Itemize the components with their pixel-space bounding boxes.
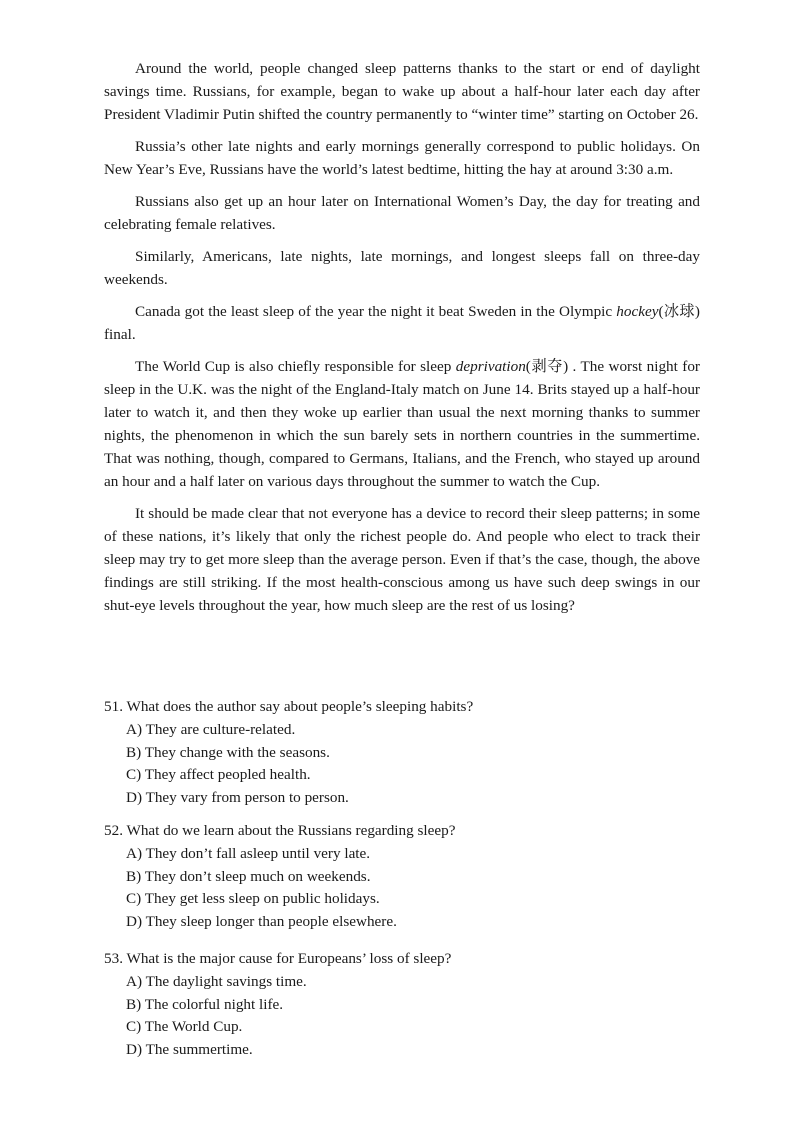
option-text: They are culture-related.: [145, 721, 296, 738]
option-letter: C): [126, 1018, 142, 1035]
option-letter: A): [126, 845, 143, 862]
question-stem: 52. What do we learn about the Russians regarding sleep?: [104, 822, 456, 839]
option-text: The World Cup.: [144, 1018, 243, 1035]
option-d[interactable]: [126, 911, 700, 934]
option-c[interactable]: [126, 888, 700, 911]
option-a[interactable]: [126, 971, 700, 994]
option-letter: B): [126, 995, 142, 1013]
option-a[interactable]: [126, 843, 700, 866]
option-letter: A): [126, 973, 143, 990]
option-list: [126, 843, 700, 933]
option-text: They don’t sleep much on weekends.: [144, 867, 371, 885]
option-list: [126, 971, 700, 1061]
option-text: They don’t fall asleep until very late.: [145, 845, 371, 862]
option-letter: D): [126, 788, 143, 806]
paragraph-3: Russians also get up an hour later on International Women’s Day, the day for treating and celebrating female relatives.: [104, 193, 700, 233]
paragraph-5-text: Canada got the least sleep of the year the night it beat Sweden in the Olympic: [135, 303, 617, 320]
question-stem: 53. What is the major cause for Europeans’ loss of sleep?: [104, 950, 452, 967]
paragraph-2: Russia’s other late nights and early mornings generally correspond to public holidays. On New Year’s Eve, Russians have the world’s latest bedtime, hitting the hay at around 3:30 a.m.: [104, 138, 700, 178]
question-stem: 51. What does the author say about people’s sleeping habits?: [104, 698, 474, 715]
question-52: [104, 820, 700, 933]
question-51: [104, 696, 700, 809]
option-letter: A): [126, 721, 143, 738]
paragraph-4: Similarly, Americans, late nights, late mornings, and longest sleeps fall on three-day weekends.: [104, 248, 700, 288]
option-b[interactable]: [126, 742, 700, 765]
option-letter: C): [126, 766, 142, 783]
option-letter: D): [126, 1040, 143, 1058]
option-c[interactable]: [126, 764, 700, 787]
option-text: The colorful night life.: [144, 995, 284, 1013]
option-c[interactable]: [126, 1016, 700, 1039]
paragraph-1: Around the world, people changed sleep patterns thanks to the start or end of daylight savings time. Russians, for example, began to wake up about a half-hour later each day after President Vladimir Putin shifted the country permanently to “winter time” starting on October 26.: [104, 60, 700, 123]
option-text: They sleep longer than people elsewhere.: [145, 912, 397, 930]
deprivation-gloss: (剥夺): [525, 358, 569, 375]
option-text: They get less sleep on public holidays.: [144, 890, 380, 907]
option-text: They affect peopled health.: [144, 766, 311, 783]
option-letter: B): [126, 743, 142, 761]
option-letter: C): [126, 890, 142, 907]
option-text: They vary from person to person.: [145, 788, 349, 806]
option-b[interactable]: [126, 994, 700, 1017]
option-d[interactable]: [126, 787, 700, 810]
question-53: [104, 948, 700, 1061]
paragraph-6: [104, 355, 700, 493]
option-text: They change with the seasons.: [144, 743, 330, 761]
paragraph-5-end: final.: [104, 326, 136, 343]
paragraph-5: [104, 300, 700, 346]
option-letter: B): [126, 867, 142, 885]
option-text: The daylight savings time.: [145, 973, 307, 990]
option-text: The summertime.: [145, 1040, 253, 1058]
hockey-gloss: (冰球): [658, 303, 700, 320]
paragraph-6-start: The World Cup is also chiefly responsible for sleep: [135, 358, 456, 375]
reading-passage: [104, 57, 700, 617]
option-d[interactable]: [126, 1039, 700, 1062]
option-list: [126, 719, 700, 809]
paragraph-7: It should be made clear that not everyone has a device to record their sleep patterns; in some of these nations, it’s likely that only the richest people do. And people who elect to track their sleep may try to get more sleep than the average person. Even if that’s the case, though, the above findings are still striking. If the most health-conscious among us have such deep swings in our shut-eye levels throughout the year, how much sleep are the rest of us losing?: [104, 505, 700, 614]
hockey-term: hockey: [616, 303, 659, 320]
deprivation-term: deprivation: [455, 358, 526, 375]
option-b[interactable]: [126, 866, 700, 889]
option-a[interactable]: [126, 719, 700, 742]
option-letter: D): [126, 912, 143, 930]
paragraph-6-text: . The worst night for sleep in the U.K. was the night of the England-Italy match on June 14. Brits stayed up a half-hour later to watch it, and then they woke up earlier than usual the next morning thanks to summer nights, the phenomenon in which the sun barely sets in northern countries in the summertime. That was nothing, though, compared to Germans, Italians, and the French, who stayed up around an hour and a half later on various days throughout the summer to watch the Cup.: [104, 358, 700, 490]
